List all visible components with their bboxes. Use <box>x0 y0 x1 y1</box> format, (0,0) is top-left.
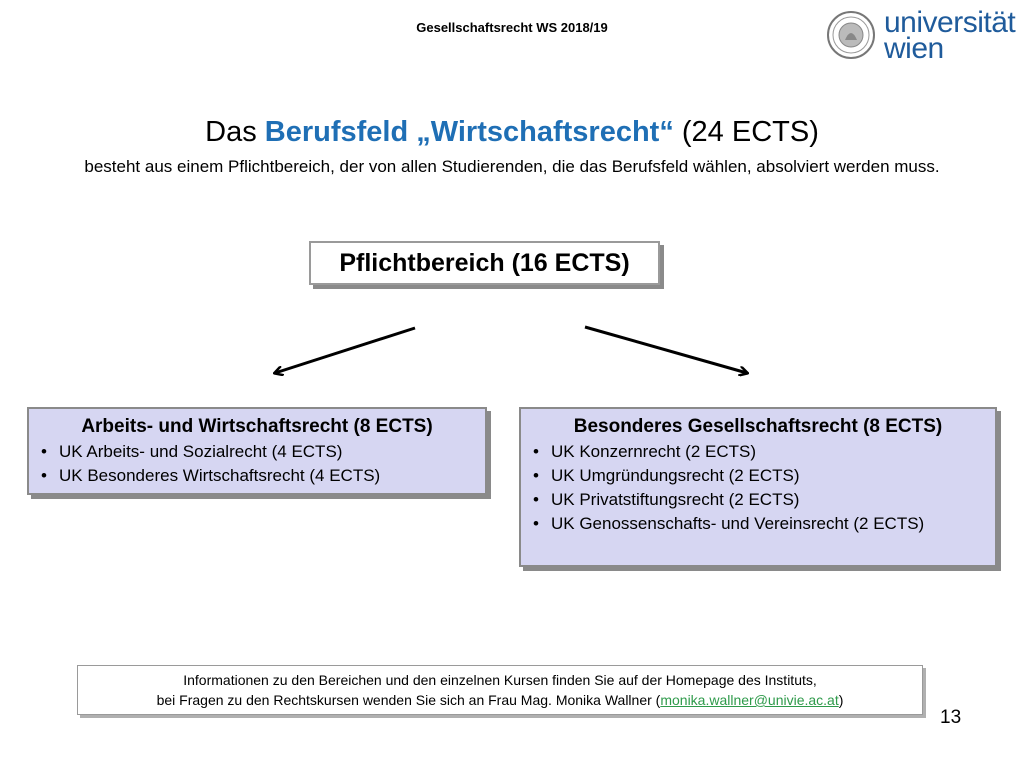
left-box-title: Arbeits- und Wirtschaftsrecht (8 ECTS) <box>81 416 433 437</box>
title-suffix: (24 ECTS) <box>673 116 819 148</box>
logo-line-wien: wien <box>884 32 944 65</box>
right-box-title: Besonderes Gesellschaftsrecht (8 ECTS) <box>573 416 943 437</box>
info-line-1: Informationen zu den Bereichen und den einzelnen Kursen finden Sie auf der Homepage des Instituts, <box>183 672 817 688</box>
arrow-right <box>585 327 747 373</box>
bullet: • <box>41 466 47 485</box>
info-line-2: bei Fragen zu den Rechtskursen wenden Sie sich an Frau Mag. Monika Wallner (monika.wallner@univie.ac.at) <box>156 692 844 708</box>
left-box-list <box>37 440 477 488</box>
page-number: 13 <box>940 707 962 728</box>
logo-line-universitaet: universität <box>884 6 1016 39</box>
info-box <box>77 665 923 715</box>
besonderes-gesellschaftsrecht-box <box>519 407 997 567</box>
bullet: • <box>533 490 539 509</box>
list-item: • UK Genossenschafts- und Vereinsrecht (2 ECTS) <box>529 512 987 536</box>
bullet: • <box>41 442 47 461</box>
list-item: • UK Privatstiftungsrecht (2 ECTS) <box>529 488 987 512</box>
title-prefix: Das <box>205 116 265 148</box>
course-header: Gesellschaftsrecht WS 2018/19 <box>416 20 608 35</box>
pflichtbereich-label: Pflichtbereich (16 ECTS) <box>339 248 630 277</box>
bullet: • <box>533 514 539 533</box>
title-highlight: Berufsfeld „Wirtschaftsrecht“ <box>264 116 674 148</box>
list-item: • UK Umgründungsrecht (2 ECTS) <box>529 464 987 488</box>
list-item: • UK Arbeits- und Sozialrecht (4 ECTS) <box>37 440 477 464</box>
right-box-list <box>529 440 987 536</box>
list-item: • UK Besonderes Wirtschaftsrecht (4 ECTS) <box>37 464 477 488</box>
list-item: • UK Konzernrecht (2 ECTS) <box>529 440 987 464</box>
bullet: • <box>533 466 539 485</box>
arbeits-wirtschaftsrecht-box <box>27 407 487 495</box>
slide-subtitle: besteht aus einem Pflichtbereich, der von allen Studierenden, die das Berufsfeld wählen, absolviert werden muss. <box>84 157 940 176</box>
email-link[interactable]: monika.wallner@univie.ac.at <box>660 692 839 708</box>
bullet: • <box>533 442 539 461</box>
arrow-left <box>275 328 415 373</box>
